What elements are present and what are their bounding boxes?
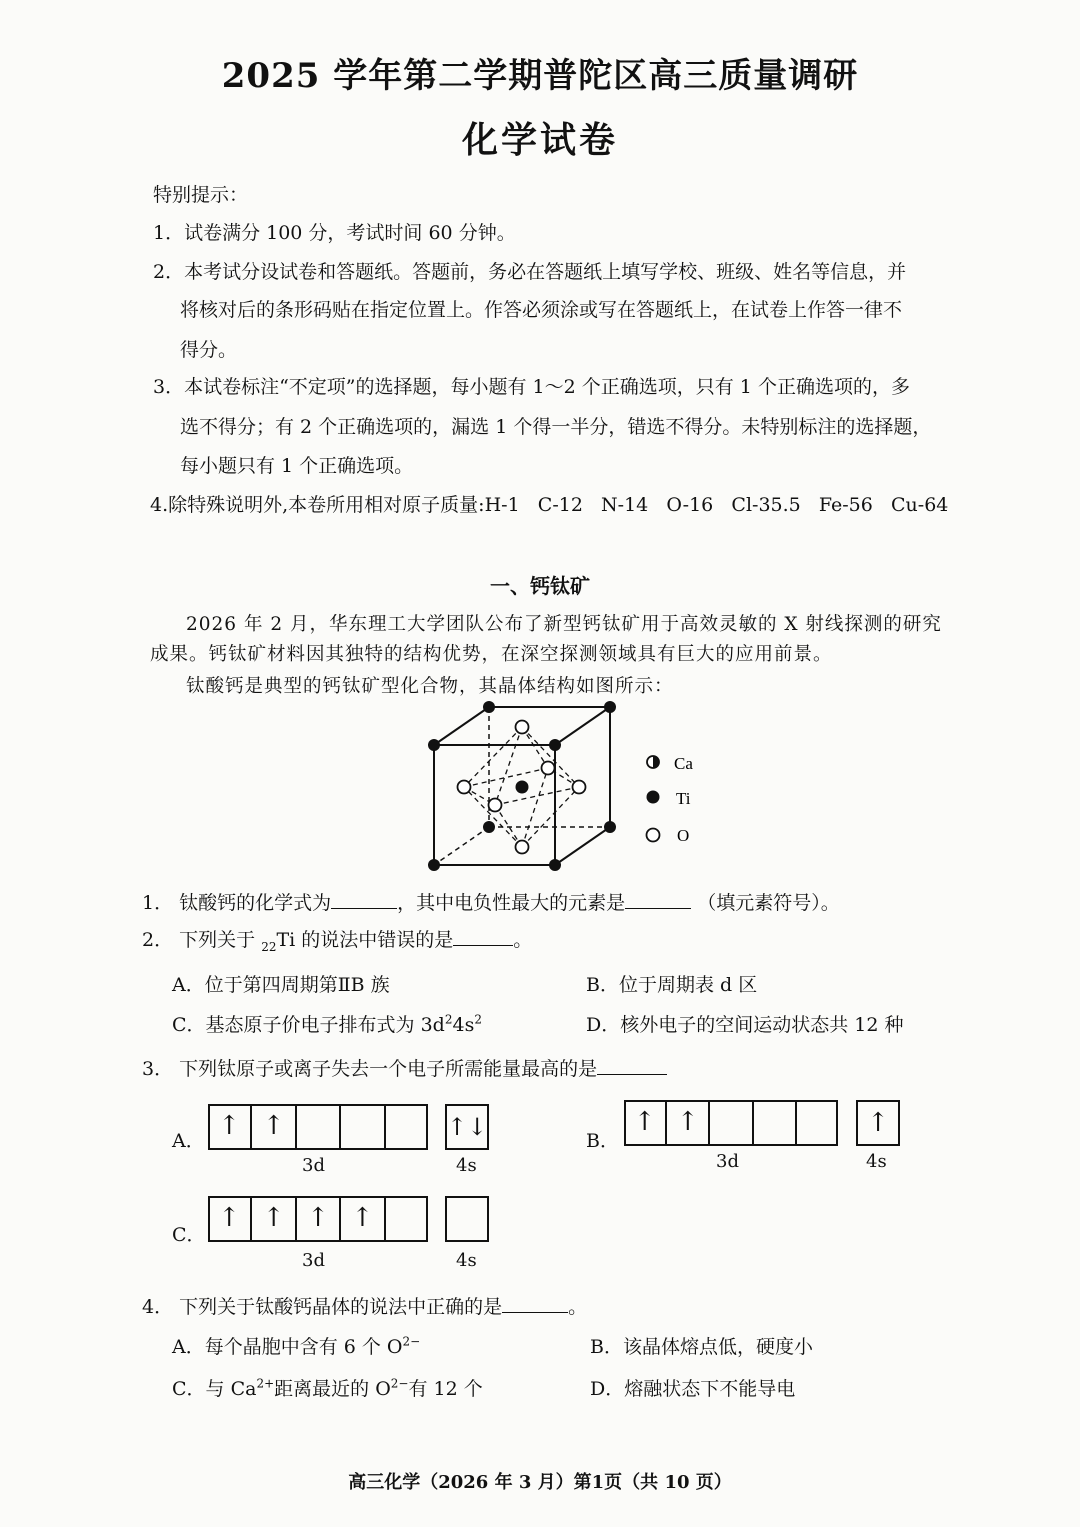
legend-ti-symbol (647, 791, 660, 804)
option-text: 4s (452, 1014, 475, 1036)
question-1 (142, 888, 840, 915)
o-atom (516, 721, 529, 734)
element-symbol: Ti (276, 929, 296, 951)
answer-blank[interactable] (453, 945, 513, 946)
question-1-text-a: 钛酸钙的化学式为 (179, 892, 332, 914)
orbital-label-4s: 4s (866, 1151, 887, 1172)
orbital-cell: ↑ (208, 1104, 252, 1150)
question-4-text: 下列关于钛酸钙晶体的说法中正确的是 (179, 1296, 503, 1318)
orbital-cell (386, 1196, 428, 1242)
legend-ca-label: Ca (674, 754, 693, 773)
section-title: 一、钙钛矿 (490, 574, 590, 598)
orbital-cell: ↑ (208, 1196, 252, 1242)
superscript: 2 (474, 1012, 482, 1027)
intro-line: 钛酸钙是典型的钙钛矿型化合物，其晶体结构如图所示： (186, 676, 674, 697)
atomic-mass-line (150, 490, 948, 517)
notice-heading: 特别提示： (153, 184, 249, 206)
atomic-mass-label: 4.除特殊说明外,本卷所用相对原子质量: (150, 494, 485, 516)
question-2-end: 。 (513, 929, 533, 951)
q3-a-4s-orbital: ↑↓ (445, 1104, 489, 1150)
orbital-label-3d: 3d (302, 1155, 325, 1176)
option-text: A．每个晶胞中含有 6 个 O (172, 1336, 403, 1358)
q3-a-3d-cells (208, 1104, 428, 1150)
orbital-cell: ↑ (341, 1196, 385, 1242)
q3-option-c-label[interactable]: C． (172, 1224, 206, 1246)
notice-line: 每小题只有 1 个正确选项。 (180, 455, 414, 477)
answer-blank[interactable] (502, 1312, 568, 1313)
q3-option-a-label[interactable]: A． (172, 1130, 205, 1152)
question-number: 2． (142, 929, 174, 951)
q3-c-4s-orbital (445, 1196, 489, 1242)
notice-line: 2．本考试分设试卷和答题纸。答题前，务必在答题纸上填写学校、班级、姓名等信息，并 (153, 261, 907, 283)
orbital-cell: ↑ (297, 1196, 341, 1242)
question-1-text-b: ，其中电负性最大的元素是 (397, 892, 626, 914)
superscript: 2− (390, 1376, 409, 1391)
orbital-cell (386, 1104, 428, 1150)
orbital-cell (710, 1100, 753, 1146)
answer-blank[interactable] (331, 908, 397, 909)
atomic-mass-cl: Cl-35.5 (731, 494, 801, 516)
orbital-cell: ↑ (667, 1100, 710, 1146)
q2-option-d[interactable]: D．核外电子的空间运动状态共 12 种 (586, 1014, 904, 1036)
notice-line: 3．本试卷标注“不定项”的选择题，每小题有 1～2 个正确选项，只有 1 个正确选项的，多 (153, 376, 910, 398)
page-footer: 高三化学（2026 年 3 月）第1页（共 10 页） (348, 1472, 732, 1493)
orbital-label-3d: 3d (716, 1151, 739, 1172)
orbital-cell: ↑ (624, 1100, 667, 1146)
ca-atom (604, 821, 616, 833)
q2-option-c[interactable] (172, 1010, 482, 1037)
q2-option-b[interactable]: B．位于周期表 d 区 (586, 974, 758, 996)
legend-o-symbol (647, 829, 660, 842)
q3-b-4s-orbital: ↑ (856, 1100, 900, 1146)
question-3 (142, 1054, 667, 1081)
q4-option-c[interactable] (172, 1374, 483, 1401)
crystal-structure-diagram (400, 690, 730, 880)
o-atom (542, 762, 555, 775)
question-2-text: 下列关于 (179, 929, 256, 951)
superscript: 2 (444, 1012, 453, 1027)
exam-subtitle: 化学试卷 (461, 119, 618, 161)
orbital-cell (754, 1100, 797, 1146)
question-number: 3． (142, 1058, 174, 1080)
atomic-mass-o: O-16 (666, 494, 714, 516)
option-text: C．基态原子价电子排布式为 3d (172, 1014, 445, 1036)
notice-line: 将核对后的条形码贴在指定位置上。作答必须涂或写在答题纸上，在试卷上作答一律不 (180, 299, 903, 321)
question-2 (142, 925, 532, 954)
legend-o-label: O (677, 826, 690, 845)
atomic-mass-n: N-14 (601, 494, 649, 516)
ca-atom (483, 821, 495, 833)
orbital-label-3d: 3d (302, 1250, 325, 1271)
option-text: C．与 Ca (172, 1378, 257, 1400)
ti-atom (516, 781, 529, 794)
q4-option-b[interactable]: B．该晶体熔点低，硬度小 (590, 1336, 813, 1358)
answer-blank[interactable] (597, 1074, 667, 1075)
ca-atom (549, 739, 561, 751)
q4-option-d[interactable]: D．熔融状态下不能导电 (590, 1378, 796, 1400)
option-text: 有 12 个 (408, 1378, 483, 1400)
o-atom (458, 781, 471, 794)
question-4 (142, 1292, 587, 1319)
question-number: 4． (142, 1296, 174, 1318)
ca-atom (428, 859, 440, 871)
notice-line: 选不得分；有 2 个正确选项的，漏选 1 个得一半分，错选不得分。未特别标注的选择题， (180, 416, 932, 438)
q3-b-3d-cells (624, 1100, 838, 1146)
question-2-text: 的说法中错误的是 (301, 929, 454, 951)
orbital-cell (797, 1100, 838, 1146)
atomic-mass-cu: Cu-64 (891, 494, 949, 516)
o-atom (573, 781, 586, 794)
superscript: 2+ (256, 1376, 275, 1391)
superscript: 2− (402, 1334, 421, 1349)
atomic-mass-c: C-12 (537, 494, 583, 516)
orbital-cell: ↑ (252, 1196, 296, 1242)
legend-ti-label: Ti (676, 789, 691, 808)
orbital-label-4s: 4s (456, 1250, 477, 1271)
atomic-mass-fe: Fe-56 (818, 494, 873, 516)
o-atom (489, 799, 502, 812)
orbital-cell (341, 1104, 385, 1150)
answer-blank[interactable] (625, 908, 691, 909)
intro-line: 2026 年 2 月，华东理工大学团队公布了新型钙钛矿用于高效灵敏的 X 射线探测的研究 (186, 614, 942, 635)
intro-line: 成果。钙钛矿材料因其独特的结构优势，在深空探测领域具有巨大的应用前景。 (150, 644, 833, 665)
atomic-mass-h: H-1 (484, 494, 520, 516)
orbital-cell (297, 1104, 341, 1150)
question-1-text-c: （填元素符号）。 (697, 892, 840, 914)
ca-atom (549, 859, 561, 871)
notice-line: 得分。 (180, 339, 238, 361)
orbital-label-4s: 4s (456, 1155, 477, 1176)
q3-option-b-label[interactable]: B． (586, 1130, 619, 1152)
exam-title: 2025 学年第二学期普陀区高三质量调研 (221, 56, 859, 96)
question-4-end: 。 (568, 1296, 588, 1318)
o-atom (516, 841, 529, 854)
q2-option-a[interactable]: A．位于第四周期第ⅡB 族 (172, 974, 390, 996)
ca-atom (483, 701, 495, 713)
atomic-number: 22 (261, 939, 277, 954)
orbital-cell: ↑ (252, 1104, 296, 1150)
ca-atom (604, 701, 616, 713)
question-3-text: 下列钛原子或离子失去一个电子所需能量最高的是 (179, 1058, 598, 1080)
option-text: 距离最近的 O (274, 1378, 391, 1400)
notice-line: 1．试卷满分 100 分，考试时间 60 分钟。 (153, 222, 516, 244)
question-number: 1． (142, 892, 174, 914)
ca-atom (428, 739, 440, 751)
q3-c-3d-cells (208, 1196, 428, 1242)
q4-option-a[interactable] (172, 1332, 420, 1359)
